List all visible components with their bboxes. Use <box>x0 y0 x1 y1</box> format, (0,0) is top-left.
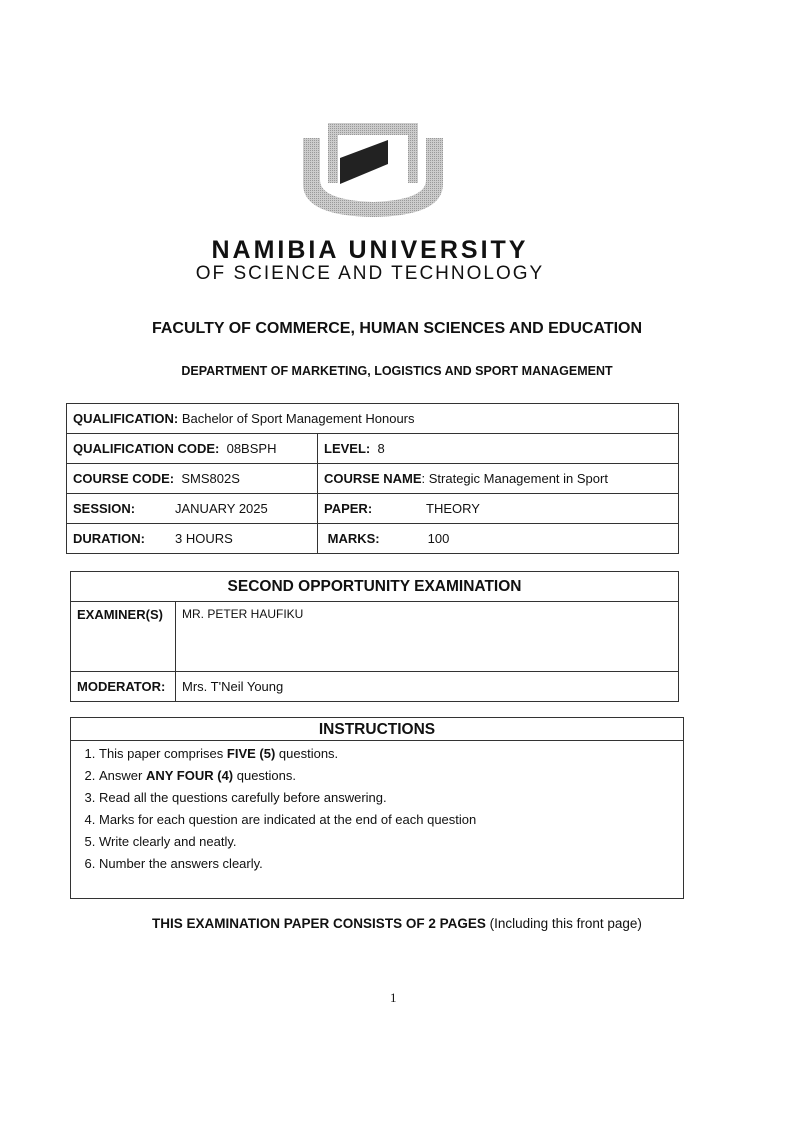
table-row <box>71 572 679 602</box>
table-row <box>71 602 679 672</box>
exam-title: SECOND OPPORTUNITY EXAMINATION <box>71 572 679 602</box>
session-value: JANUARY 2025 <box>175 501 268 516</box>
instructions-title: INSTRUCTIONS <box>71 718 683 741</box>
examiners-table <box>70 571 679 702</box>
list-item <box>99 765 683 787</box>
marks-value: 100 <box>427 531 450 546</box>
course-name-label: COURSE NAME <box>324 471 422 486</box>
item-text: This paper comprises <box>99 746 227 761</box>
item-text: Number the answers clearly. <box>99 856 263 871</box>
page-count-bold: THIS EXAMINATION PAPER CONSISTS OF 2 PAGES <box>152 916 486 931</box>
list-item <box>99 853 683 875</box>
paper-label: PAPER: <box>324 501 373 516</box>
page-number: 1 <box>390 990 397 1005</box>
university-logo <box>298 118 448 218</box>
level-label: LEVEL: <box>324 441 371 456</box>
moderator-value: Mrs. T'Neil Young <box>176 672 679 702</box>
paper-value: THEORY <box>426 501 480 516</box>
qualification-code-value: 08BSPH <box>226 441 277 456</box>
list-item <box>99 809 683 831</box>
page-count-note <box>0 916 794 931</box>
qualification-code-label: QUALIFICATION CODE: <box>73 441 220 456</box>
list-item <box>99 831 683 853</box>
examiner-value: MR. PETER HAUFIKU <box>176 602 679 672</box>
course-code-value: SMS802S <box>181 471 240 486</box>
qualification-label: QUALIFICATION: <box>73 411 179 426</box>
university-subtitle: OF SCIENCE AND TECHNOLOGY <box>195 263 545 284</box>
examiner-label: EXAMINER(S) <box>77 607 163 622</box>
table-row <box>67 404 679 434</box>
item-text: Answer <box>99 768 146 783</box>
course-name-value: : Strategic Management in Sport <box>421 471 608 486</box>
item-text: Read all the questions carefully before answering. <box>99 790 387 805</box>
item-emphasis: ANY FOUR (4) <box>145 768 234 783</box>
table-row <box>71 672 679 702</box>
page-count-rest: (Including this front page) <box>485 916 642 931</box>
moderator-label: MODERATOR: <box>77 679 166 694</box>
item-text: Write clearly and neatly. <box>99 834 237 849</box>
marks-label: MARKS: <box>327 531 380 546</box>
item-emphasis: FIVE (5) <box>226 746 276 761</box>
course-code-label: COURSE CODE: <box>73 471 175 486</box>
item-text: Marks for each question are indicated at the end of each question <box>99 812 477 827</box>
item-text: questions. <box>233 768 296 783</box>
list-item <box>99 743 683 765</box>
course-details-table <box>66 403 679 554</box>
faculty-title: FACULTY OF COMMERCE, HUMAN SCIENCES AND EDUCATION <box>151 320 643 337</box>
instructions-box <box>70 717 684 899</box>
session-label: SESSION: <box>73 501 136 516</box>
duration-label: DURATION: <box>73 531 145 546</box>
list-item <box>99 787 683 809</box>
item-text: questions. <box>275 746 339 761</box>
table-row <box>67 434 679 464</box>
instructions-list <box>71 743 683 875</box>
level-value: 8 <box>377 441 385 456</box>
table-row <box>67 464 679 494</box>
department-title: DEPARTMENT OF MARKETING, LOGISTICS AND SPORT MANAGEMENT <box>181 364 613 378</box>
university-name: NAMIBIA UNIVERSITY <box>211 236 529 264</box>
table-row <box>67 494 679 524</box>
qualification-value: Bachelor of Sport Management Honours <box>181 411 415 426</box>
table-row <box>67 524 679 554</box>
duration-value: 3 HOURS <box>175 531 233 546</box>
